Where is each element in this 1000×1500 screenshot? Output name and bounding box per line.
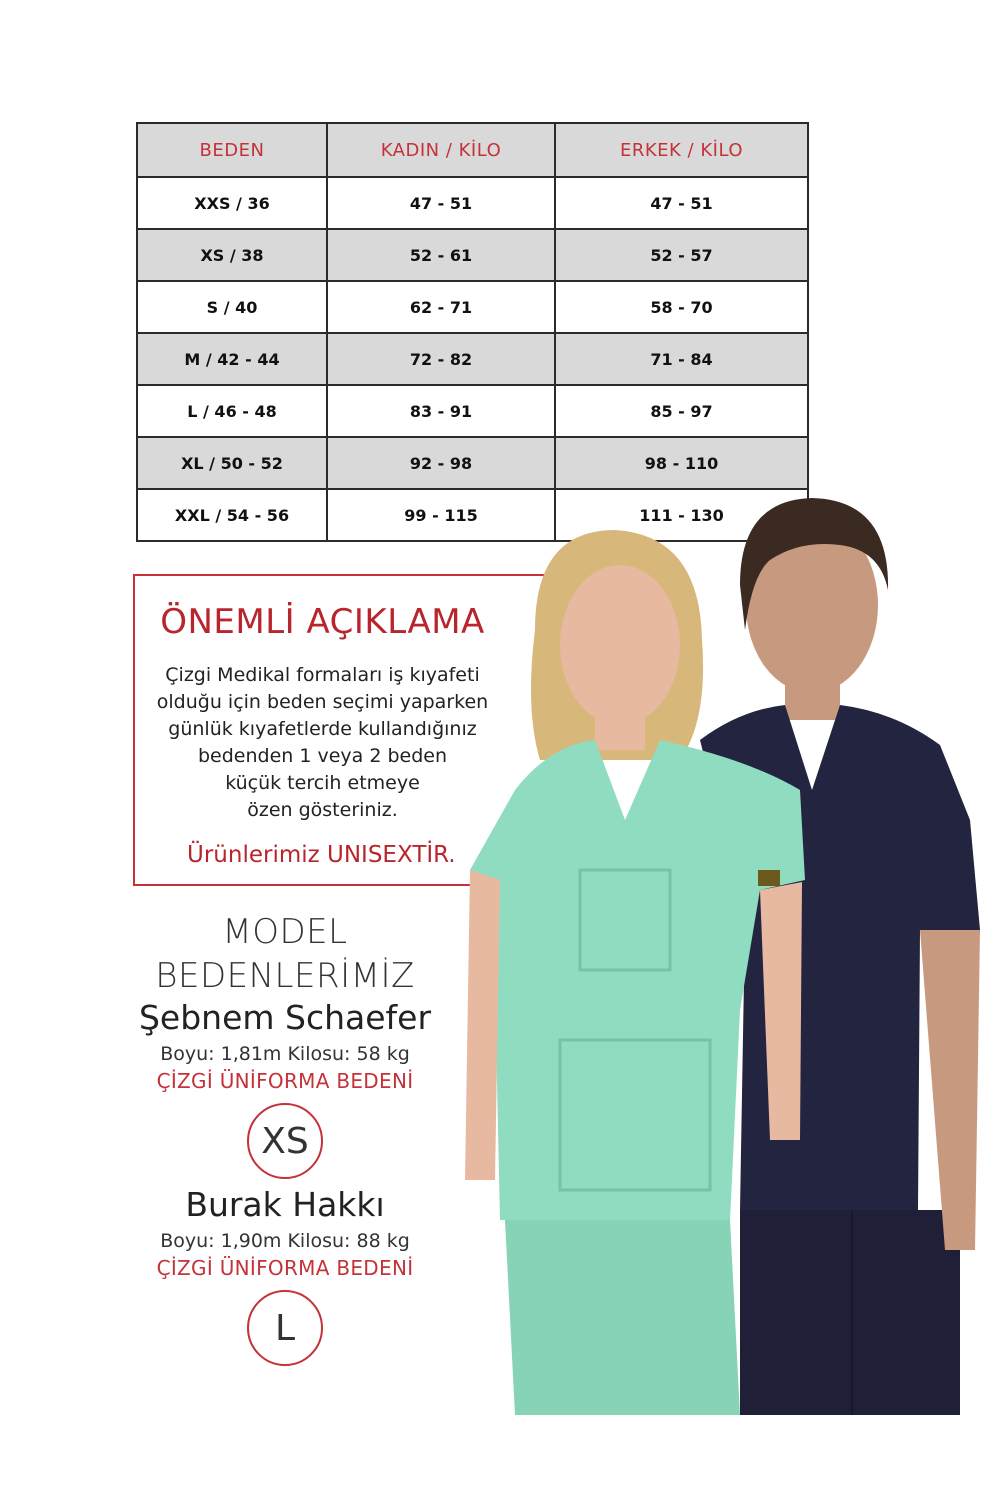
notice-line: olduğu için beden seçimi yaparken — [156, 691, 489, 713]
notice-line: özen gösteriniz. — [247, 799, 398, 821]
men-weight-cell: 111 - 130 — [555, 489, 808, 541]
size-cell: XXL / 54 - 56 — [137, 489, 327, 541]
size-badge — [247, 1103, 323, 1179]
women-weight-cell: 52 - 61 — [327, 229, 555, 281]
model-heading-line2: BEDENLERİMİZ — [155, 956, 415, 996]
men-weight-cell: 58 - 70 — [555, 281, 808, 333]
women-weight-cell: 92 - 98 — [327, 437, 555, 489]
men-weight-cell: 71 - 84 — [555, 333, 808, 385]
model-stats: Boyu: 1,81m Kilosu: 58 kg — [160, 1043, 410, 1065]
table-row — [137, 437, 808, 489]
table-row — [137, 229, 808, 281]
table-row — [137, 177, 808, 229]
header-women-weight: KADIN / KİLO — [327, 123, 555, 177]
size-cell: M / 42 - 44 — [137, 333, 327, 385]
model-name: Burak Hakkı — [185, 1185, 385, 1224]
models-photo — [440, 490, 1000, 1420]
notice-line: Çizgi Medikal formaları iş kıyafeti — [165, 664, 480, 686]
women-weight-cell: 47 - 51 — [327, 177, 555, 229]
size-cell: S / 40 — [137, 281, 327, 333]
women-weight-cell: 62 - 71 — [327, 281, 555, 333]
header-men-weight: ERKEK / KİLO — [555, 123, 808, 177]
women-weight-cell: 72 - 82 — [327, 333, 555, 385]
women-weight-cell: 83 - 91 — [327, 385, 555, 437]
notice-title: ÖNEMLİ AÇIKLAMA — [160, 602, 485, 642]
model-name: Şebnem Schaefer — [138, 998, 432, 1037]
table-row — [137, 281, 808, 333]
table-row — [137, 333, 808, 385]
size-cell: XS / 38 — [137, 229, 327, 281]
size-badge-label: XS — [261, 1120, 309, 1162]
size-chart-header-row — [137, 123, 808, 177]
model-sizes-section — [120, 910, 450, 1366]
header-size: BEDEN — [137, 123, 327, 177]
model-brand-label: ÇİZGİ ÜNİFORMA BEDENİ — [156, 1069, 414, 1093]
men-weight-cell: 47 - 51 — [555, 177, 808, 229]
size-cell: XXS / 36 — [137, 177, 327, 229]
model-heading-line1: MODEL — [222, 912, 348, 952]
notice-line: küçük tercih etmeye — [225, 772, 420, 794]
size-chart-table — [136, 122, 809, 542]
unisex-note: Ürünlerimiz UNISEXTİR. — [187, 842, 456, 868]
size-badge-label: L — [274, 1307, 296, 1349]
men-weight-cell: 98 - 110 — [555, 437, 808, 489]
table-row — [137, 385, 808, 437]
size-cell: XL / 50 - 52 — [137, 437, 327, 489]
men-weight-cell: 85 - 97 — [555, 385, 808, 437]
women-weight-cell: 99 - 115 — [327, 489, 555, 541]
size-badge — [247, 1290, 323, 1366]
model-card — [120, 998, 450, 1179]
size-cell: L / 46 - 48 — [137, 385, 327, 437]
men-weight-cell: 52 - 57 — [555, 229, 808, 281]
notice-line: bedenden 1 veya 2 beden — [197, 745, 448, 767]
model-stats: Boyu: 1,90m Kilosu: 88 kg — [160, 1230, 410, 1252]
model-brand-label: ÇİZGİ ÜNİFORMA BEDENİ — [156, 1256, 414, 1280]
notice-line: günlük kıyafetlerde kullandığınız — [168, 718, 477, 740]
model-card — [120, 1185, 450, 1366]
